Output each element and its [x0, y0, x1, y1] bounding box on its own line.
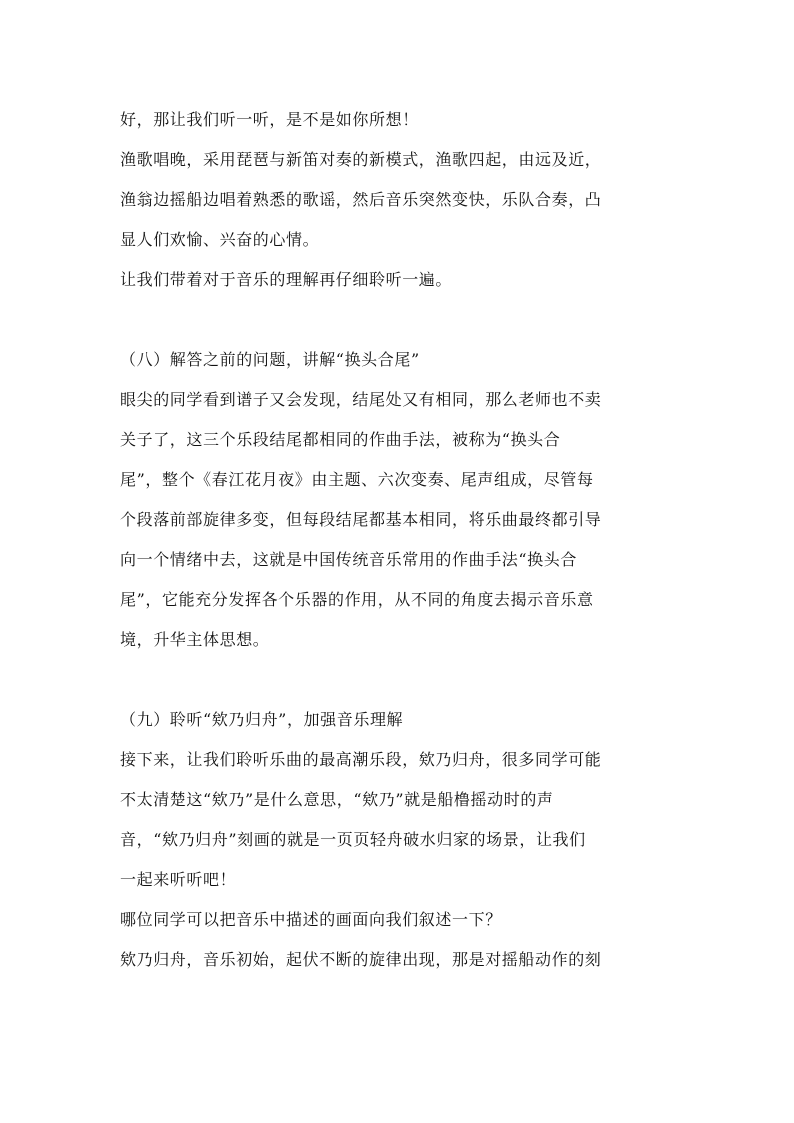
paragraph-line: 尾”，整个《春江花月夜》由主题、六次变奏、尾声组成，尽管每 — [120, 470, 594, 489]
document-body — [120, 100, 668, 980]
paragraph-line: 境，升华主体思想。 — [120, 630, 270, 649]
section-spacer — [120, 300, 668, 340]
paragraph-line: 欸乃归舟，音乐初始，起伏不断的旋律出现，那是对摇船动作的刻 — [120, 950, 602, 969]
paragraph-line: 一起来听听吧！ — [120, 870, 237, 889]
paragraph-line: 哪位同学可以把音乐中描述的画面向我们叙述一下？ — [120, 910, 502, 929]
paragraph-line: 向一个情绪中去，这就是中国传统音乐常用的作曲手法“换头合 — [120, 550, 577, 569]
paragraph-line: 显人们欢愉、兴奋的心情。 — [120, 230, 320, 249]
paragraph-line: 眼尖的同学看到谱子又会发现，结尾处又有相同，那么老师也不卖 — [120, 390, 602, 409]
paragraph-line: 尾”，它能充分发挥各个乐器的作用，从不同的角度去揭示音乐意 — [120, 590, 594, 609]
section-spacer — [120, 660, 668, 700]
paragraph-line: 接下来，让我们聆听乐曲的最高潮乐段，欸乃归舟，很多同学可能 — [120, 750, 602, 769]
paragraph-line: 音，“欸乃归舟”刻画的就是一页页轻舟破水归家的场景，让我们 — [120, 830, 586, 849]
paragraph-line: 不太清楚这“欸乃”是什么意思，“欸乃”就是船橹摇动时的声 — [120, 790, 554, 809]
section-heading-9: （九）聆听“欸乃归舟”，加强音乐理解 — [120, 710, 404, 729]
paragraph-line: 让我们带着对于音乐的理解再仔细聆听一遍。 — [120, 270, 453, 289]
paragraph-line: 好，那让我们听一听，是不是如你所想！ — [120, 110, 419, 129]
paragraph-line: 关子了，这三个乐段结尾都相同的作曲手法，被称为“换头合 — [120, 430, 561, 449]
paragraph-line: 个段落前部旋律多变，但每段结尾都基本相同，将乐曲最终都引导 — [120, 510, 602, 529]
paragraph-line: 渔翁边摇船边唱着熟悉的歌谣，然后音乐突然变快，乐队合奏，凸 — [120, 190, 602, 209]
section-heading-8: （八）解答之前的问题，讲解“换头合尾” — [120, 350, 420, 369]
paragraph-line: 渔歌唱晚，采用琵琶与新笛对奏的新模式，渔歌四起，由远及近， — [120, 150, 602, 169]
